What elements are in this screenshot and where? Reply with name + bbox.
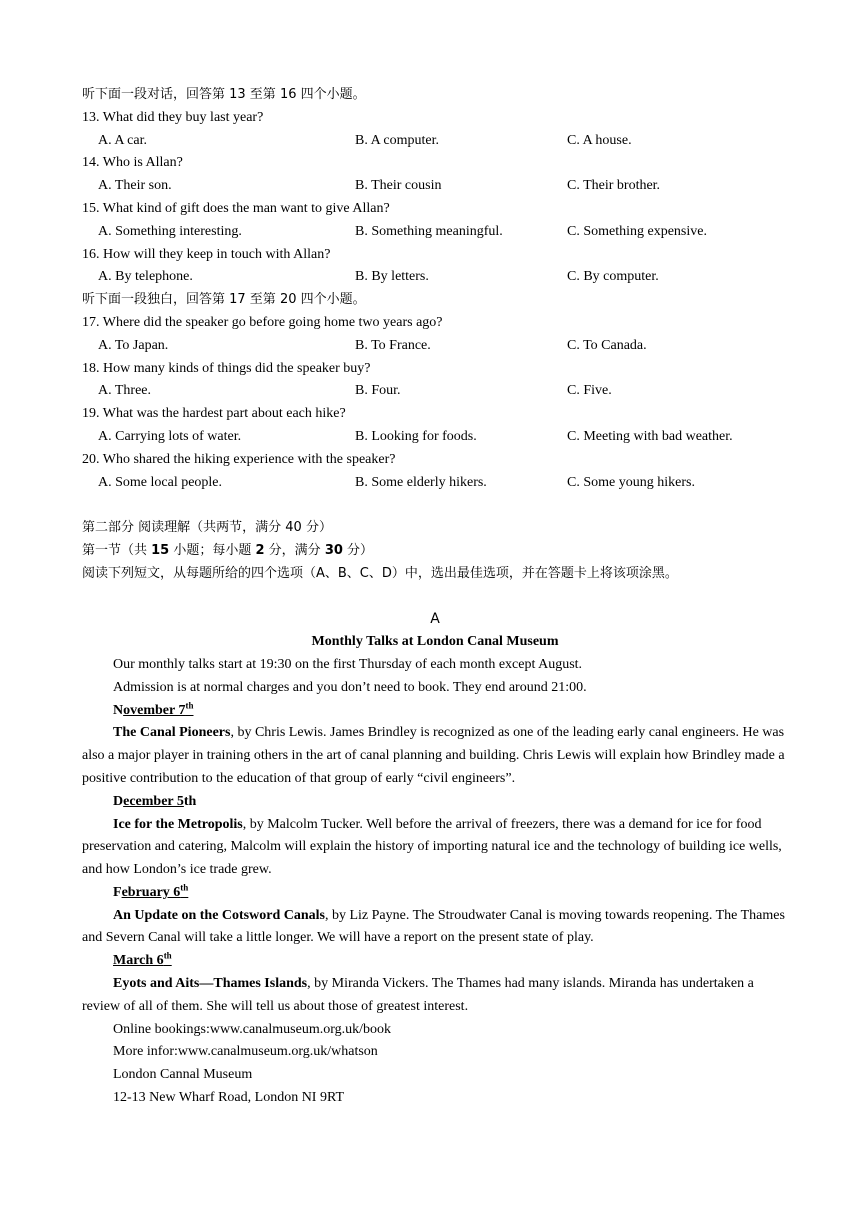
talk-date-december xyxy=(82,791,788,814)
option-c: C. To Canada. xyxy=(567,337,647,353)
talk-title: The Canal Pioneers xyxy=(113,725,231,741)
question-block-17 xyxy=(82,312,788,358)
date-text xyxy=(113,950,172,969)
question-options xyxy=(82,335,788,358)
document-page xyxy=(82,84,788,1110)
date-text: ecember 5 xyxy=(123,793,184,809)
passage-title: Monthly Talks at London Canal Museum xyxy=(311,634,559,650)
question-stem: 20. Who shared the hiking experience with the speaker? xyxy=(82,451,396,467)
question-block-14 xyxy=(82,152,788,198)
talk-date-november xyxy=(82,700,788,723)
section-count: 15 xyxy=(151,542,170,558)
date-tail: th xyxy=(183,793,197,809)
question-options xyxy=(82,266,788,289)
option-c: C. Something expensive. xyxy=(567,223,707,239)
option-c: C. Some young hikers. xyxy=(567,474,695,490)
date-first-letter: N xyxy=(113,702,124,718)
question-stem: 15. What kind of gift does the man want to give Allan? xyxy=(82,200,390,216)
listening-intro-1: 听下面一段对话，回答第 13 至第 16 四个小题。 xyxy=(82,87,366,102)
question-options xyxy=(82,175,788,198)
talk-paragraph-4 xyxy=(82,973,788,1019)
part-title xyxy=(82,517,788,540)
option-b: B. Some elderly hikers. xyxy=(355,474,487,490)
question-options xyxy=(82,130,788,153)
option-b: B. Four. xyxy=(355,383,401,399)
more-info: More infor:www.canalmuseum.org.uk/whatson xyxy=(113,1044,378,1060)
option-c: C. By computer. xyxy=(567,269,659,285)
part-title-text: 第二部分 阅读理解（共两节，满分 40 分） xyxy=(82,520,332,536)
talk-body: , by Miranda Vickers. The Thames had many islands. Miranda has undertaken a review of all of them. She will tell us about those of greatest interest. xyxy=(82,976,754,1014)
talk-paragraph-1 xyxy=(82,722,788,790)
option-b: B. Something meaningful. xyxy=(355,223,503,239)
date-suffix: th xyxy=(180,882,189,893)
museum-name: London Cannal Museum xyxy=(113,1067,253,1083)
section-title-post: 分） xyxy=(342,542,374,558)
section-total: 30 xyxy=(324,542,343,558)
question-options xyxy=(82,426,788,449)
talk-body: , by Malcolm Tucker. Well before the arrival of freezers, there was a demand for ice for food preservation and catering, Malcolm will explain the history of importing natural ice and the technology of building ice wells, and how London’s ice trade grew. xyxy=(82,816,782,878)
date-rest: ovember 7 xyxy=(123,702,186,718)
question-block-16 xyxy=(82,244,788,290)
section-title-mid2: 分，满分 xyxy=(264,542,325,558)
question-block-20 xyxy=(82,449,788,495)
talk-date-march xyxy=(82,950,788,973)
option-a: A. Their son. xyxy=(98,178,172,194)
question-options xyxy=(82,380,788,403)
question-stem: 13. What did they buy last year? xyxy=(82,109,264,125)
spacer xyxy=(82,586,788,609)
section-title-mid1: 小题；每小题 xyxy=(169,542,256,558)
option-a: A. To Japan. xyxy=(98,337,169,353)
option-a: A. Three. xyxy=(98,383,151,399)
option-b: B. To France. xyxy=(355,337,431,353)
passage-letter: A xyxy=(430,611,440,628)
instruction: 阅读下列短文，从每题所给的四个选项（A、B、C、D）中，选出最佳选项，并在答题卡上将该项涂黑。 xyxy=(82,565,678,581)
section-title-pre: 第一节（共 xyxy=(82,542,152,558)
option-c: C. A house. xyxy=(567,132,632,148)
question-stem: 17. Where did the speaker go before going home two years ago? xyxy=(82,314,443,330)
option-c: C. Their brother. xyxy=(567,178,661,194)
question-block-18 xyxy=(82,358,788,404)
option-b: B. A computer. xyxy=(355,132,439,148)
date-rest: March 6 xyxy=(113,953,164,969)
date-rest: ebruary 6 xyxy=(121,884,181,900)
date-first-letter: D xyxy=(113,793,124,809)
question-block-19 xyxy=(82,403,788,449)
question-stem: 16. How will they keep in touch with Allan? xyxy=(82,246,331,262)
section-each: 2 xyxy=(255,542,265,558)
option-c: C. Five. xyxy=(567,383,612,399)
section-title xyxy=(82,540,788,563)
option-a: A. By telephone. xyxy=(98,269,193,285)
option-c: C. Meeting with bad weather. xyxy=(567,428,733,444)
question-options xyxy=(82,221,788,244)
option-a: A. A car. xyxy=(98,132,147,148)
option-a: A. Carrying lots of water. xyxy=(98,428,242,444)
question-options xyxy=(82,472,788,495)
option-b: B. By letters. xyxy=(355,269,429,285)
talk-body: , by Chris Lewis. James Brindley is recognized as one of the leading early canal engineers. He was also a major player in training others in the art of canal planning and building. Chris Lewis will explain how Brindley made a positive contribution to the education of that group of early “civil engineers”. xyxy=(82,725,785,786)
listening-intro-2: 听下面一段独白，回答第 17 至第 20 四个小题。 xyxy=(82,292,366,308)
option-a: A. Some local people. xyxy=(98,474,223,490)
talk-date-february xyxy=(82,882,788,905)
date-text xyxy=(123,699,194,718)
question-stem: 14. Who is Allan? xyxy=(82,155,183,171)
talk-paragraph-3 xyxy=(82,905,788,951)
question-block-13 xyxy=(82,107,788,153)
date-suffix: th xyxy=(185,699,194,710)
date-text xyxy=(121,882,189,900)
online-bookings: Online bookings:www.canalmuseum.org.uk/book xyxy=(113,1021,392,1037)
question-stem: 19. What was the hardest part about each hike? xyxy=(82,406,346,422)
option-a: A. Something interesting. xyxy=(98,223,242,239)
talk-title: Eyots and Aits—Thames Islands xyxy=(113,976,308,992)
talk-title: Ice for the Metropolis xyxy=(113,816,243,832)
intro-line-1: Our monthly talks start at 19:30 on the first Thursday of each month except August. xyxy=(113,656,583,672)
intro-line-2: Admission is at normal charges and you don’t need to book. They end around 21:00. xyxy=(113,679,587,695)
question-block-15 xyxy=(82,198,788,244)
museum-address: 12-13 New Wharf Road, London NI 9RT xyxy=(113,1090,345,1106)
question-stem: 18. How many kinds of things did the speaker buy? xyxy=(82,360,371,376)
date-first-letter: F xyxy=(113,884,122,900)
option-b: B. Their cousin xyxy=(355,178,442,194)
talk-body: , by Liz Payne. The Stroudwater Canal is moving towards reopening. The Thames and Severn Canal will take a little longer. We will have a report on the present state of play. xyxy=(82,907,785,946)
talk-title: An Update on the Cotsword Canals xyxy=(113,907,325,923)
date-suffix: th xyxy=(163,950,172,961)
spacer xyxy=(82,494,788,517)
option-b: B. Looking for foods. xyxy=(355,428,477,444)
talk-paragraph-2 xyxy=(82,814,788,882)
